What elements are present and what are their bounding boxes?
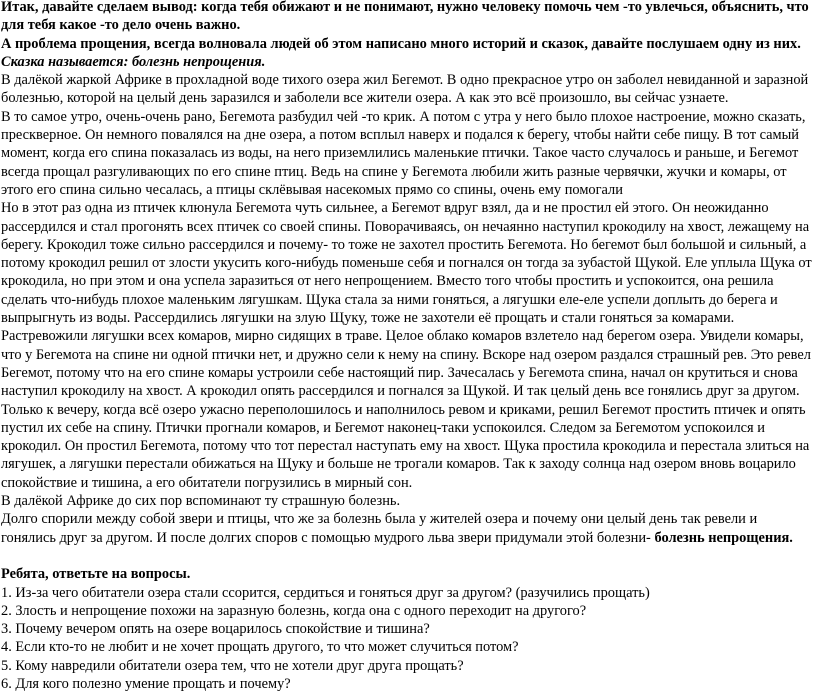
blank-line — [1, 547, 813, 565]
final-paragraph — [1, 510, 813, 547]
question-item: 3. Почему вечером опять на озере воцарилось спокойствие и тишина? — [1, 621, 430, 638]
story-paragraph: В далёкой Африке до сих пор вспоминают ту страшную болезнь. — [1, 493, 401, 510]
question-item: 5. Кому навредили обитатели озера тем, что не хотели друг друга прощать? — [1, 657, 464, 674]
final-text: Долго спорили между собой звери и птицы, что же за болезнь была у жителей озера и почему они целый день так ревели и гонялись друг за другом. И после долгих споров с помощью мудрого льва звери придумали этой болезни- — [1, 511, 758, 546]
question-item: 2. Злость и непрощение похожи на заразную болезнь, когда она с одного переходит на другого? — [1, 602, 587, 619]
question-item: 6. Для кого полезно умение прощать и почему? — [1, 675, 291, 692]
story-paragraph: В то самое утро, очень-очень рано, Бегемота разбудил чей -то крик. А потом с утра у него было плохое настроение, можно сказать, прескверное. Он немного повалялся на дне озера, а потом всплыл наверх и подался к берегу, чтобы найти себе пищу. В тот самый момент, когда его спина показалась из воды, на него приземлились маленькие птички. Такое часто случалось и раньше, и Бегемот всегда прощал разгуливающих по его спине птиц. Ведь на спине у Бегемота любили жить разные червячки, жучки и комары, от этого его спина сильно чесалась, а птицы склёвывая насекомых прямо со спины, очень ему помогали — [1, 108, 806, 198]
final-bold-text: болезнь непрощения. — [654, 529, 793, 546]
intro-paragraph: Итак, давайте сделаем вывод: когда тебя обижают и не понимают, нужно человеку помочь чем -то увлечься, объяснить, что для тебя какое -то дело очень важно. — [1, 0, 809, 34]
story-paragraph: Но в этот раз одна из птичек клюнула Бегемота чуть сильнее, а Бегемот вдруг взял, да и не простил ей этого. Он неожиданно рассердился и стал прогонять всех птичек со своей спины. Поворачиваясь, он нечаянно наступил крокодилу на хвост, лежащему на берегу. Крокодил тоже сильно рассердился и почему- то тоже не захотел простить Бегемота. Но бегемот был большой и сильный, а потому крокодил решил от злости укусить кого-нибудь поменьше себя и погнался он тогда за зубастой Щукой. Еле уплыла Щука от крокодила, но при этом и она успела заразиться от него непрощением. Вместо того чтобы простить и успокоится, она решила сделать что-нибудь плохое маленьким лягушкам. Щука стала за ними гоняться, а лягушки еле-еле успели доплыть до берега и выпрыгнуть из воды. Рассердились лягушки на злую Щуку, тоже не захотели её прощать и стали гоняться за комарами. Растревожили лягушки всех комаров, мирно сидящих в траве. Целое облако комаров взлетело над берегом озера. Увидели комары, что у Бегемота на спине ни одной птички нет, и дружно сели к нему на спину. Вскоре над озером раздался страшный рев. Это ревел Бегемот, потому что на его спине комары устроили себе настоящий пир. Зачесалась у Бегемота спина, начал он крутиться и снова наступил крокодилу на хвост. А крокодил опять рассердился и погнался за Щукой. И так целый день все гонялись друг за другом. — [1, 200, 812, 400]
tale-title: Сказка называется: болезнь непрощения. — [1, 53, 266, 70]
story-paragraph: В далёкой жаркой Африке в прохладной воде тихого озера жил Бегемот. В одно прекрасное утро он заболел невиданной и заразной болезнью, которой на целый день заразился и заболели все жители озера. А как это всё произошло, вы сейчас узнаете. — [1, 72, 809, 107]
question-item: 1. Из-за чего обитатели озера стали ссорится, сердиться и гоняться друг за другом? (разучились прощать) — [1, 584, 650, 601]
document-body — [1, 0, 813, 693]
questions-heading: Ребята, ответьте на вопросы. — [1, 566, 191, 583]
story-paragraph: Только к вечеру, когда всё озеро ужасно переполошилось и наполнилось ревом и криками, решил Бегемот простить птичек и опять пустил их себе на спину. Птички прогнали комаров, и Бегемот наконец-таки успокоился. Следом за Бегемотом успокоился и крокодил. Он простил Бегемота, потому что тот перестал наступать ему на хвост. Щука простила крокодила и перестала злиться на лягушек, а лягушки перестали обижаться на Щуку и больше не трогали комаров. Так к заходу солнца над озером вновь воцарило спокойствие и тишина, а его обитатели погрузились в мирный сон. — [1, 401, 810, 491]
forgiveness-paragraph: А проблема прощения, всегда волновала людей об этом написано много историй и сказок, давайте послушаем одну из них. — [1, 35, 801, 52]
question-item: 4. Если кто-то не любит и не хочет прощать другого, то что может случиться потом? — [1, 639, 519, 656]
